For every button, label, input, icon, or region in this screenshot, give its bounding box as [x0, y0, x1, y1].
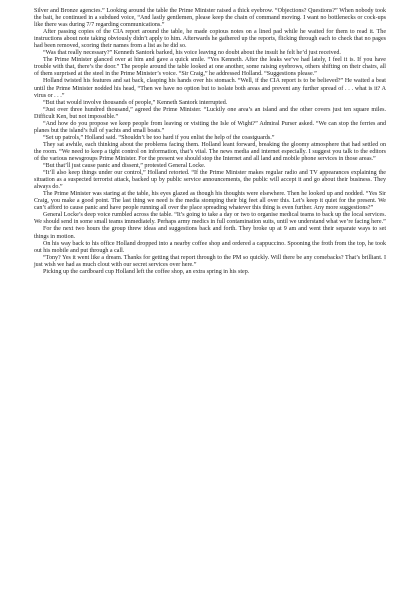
- paragraph: “Tony? Yes it went like a dream. Thanks for getting that report through to the PM so quickly. Will there be any comebacks? That’s brilliant. I just wish we had as much clout with our secret services over here.”: [34, 254, 386, 268]
- paragraph: “But that would involve thousands of people,” Kenneth Santork interrupted.: [43, 99, 228, 106]
- paragraph: For the next two hours the group threw ideas and suggestions back and forth. They broke up at 9 am and went their separate ways to set things in motion.: [34, 226, 386, 240]
- document-page: [34, 8, 386, 276]
- paragraph: General Locke’s deep voice rumbled across the table. “It’s going to take a day or two to organise medical teams to back up the local services. We should send in some small teams immediately. Perhaps army medics in full contamination suits, until we understand what we’re facing here.”: [34, 212, 386, 226]
- paragraph: The Prime Minister was staring at the table, his eyes glazed as though his thoughts were elsewhere. Then he looked up and nodded. “Yes Sir Craig, you make a good point. The last thing we need is the media stomping their big feet all over this. Let’s keep it quiet for the present. We can’t afford to cause panic and have people running all over the place spreading whatever this thing is even further. Any more suggestions?”: [34, 191, 386, 212]
- paragraph: Holland twisted his features and sat back, clasping his hands over his stomach. “Well, if the CIA report is to be believed?” He waited a beat until the Prime Minister nodded his head, “Then we have no option but to isolate both areas and prevent any further spread of . . . what is it? A virus or . . .”: [34, 78, 386, 99]
- paragraph: “Set up patrols,” Holland said. “Shouldn’t be too hard if you enlist the help of the coastguards.”: [43, 134, 275, 141]
- paragraph: “But that’ll just cause panic and dissent,” protested General Locke.: [43, 163, 206, 170]
- paragraph: “And how do you propose we keep people from leaving or visiting the Isle of Wight?” Admiral Purser asked. “We can stop the ferries and planes but the island’s full of yachts and small boats.”: [34, 120, 386, 134]
- paragraph: After passing copies of the CIA report around the table, he made copious notes on a lined pad while he waited for them to read it. The instructions about note taking obviously didn’t apply to him. Afterwards he gathered up the reports, flicking through each to check that no pages had been removed, scoring their names from a list as he did so.: [34, 29, 386, 50]
- paragraph: On his way back to his office Holland dropped into a nearby coffee shop and ordered a cappuccino. Spooning the froth from the top, he took out his mobile and put through a call.: [34, 240, 386, 254]
- paragraph: Silver and Bronze agencies.” Looking around the table the Prime Minister raised a thick eyebrow. “Objections? Questions?” When nobody took the bait, he continued in a subdued voice, “And lastly gentlemen, please keep the chain of command moving. I want no bottlenecks or cock-ups like there was during 7/7 regarding communications.”: [34, 8, 386, 29]
- paragraph: The Prime Minister glanced over at him and gave a quick smile. “Yes Kenneth. After the leaks we’ve had lately, I feel it is. If you have trouble with that, there’s the door.” The people around the table looked at one another, some raising eyebrows, others shifting on their chairs, all of them surprised at the steel in the Prime Minister’s voice. “Sir Craig,” he addressed Holland. “Suggestions please.”: [34, 57, 386, 78]
- paragraph: Picking up the cardboard cup Holland left the coffee shop, an extra spring in his step.: [43, 268, 250, 275]
- paragraph: They sat awhile, each thinking about the problems facing them. Holland leant forward, breaking the gloomy atmosphere that had settled on the room. “We need to keep a tight control on information, that’s vital. The news media and internet especially. I suggest you talk to the editors of the various newsgroups Prime Minister. For the present we should stop the Internet and all land and mobile phone services in those areas.”: [34, 141, 386, 162]
- paragraph: “It’ll also keep things under our control,” Holland retorted. “If the Prime Minister makes regular radio and TV appearances explaining the situation as a suspected terrorist attack, backed up by public service announcements, the public will accept it and go about their business. They always do.”: [34, 170, 386, 191]
- paragraph: “Just over three hundred thousand,” agreed the Prime Minister. “Luckily one area’s an island and the other covers just ten square miles. Difficult Ken, but not impossible.”: [34, 106, 386, 120]
- paragraph: “Was that really necessary?” Kenneth Santork barked, his voice leaving no doubt about the insult he felt he’d just received.: [43, 50, 341, 57]
